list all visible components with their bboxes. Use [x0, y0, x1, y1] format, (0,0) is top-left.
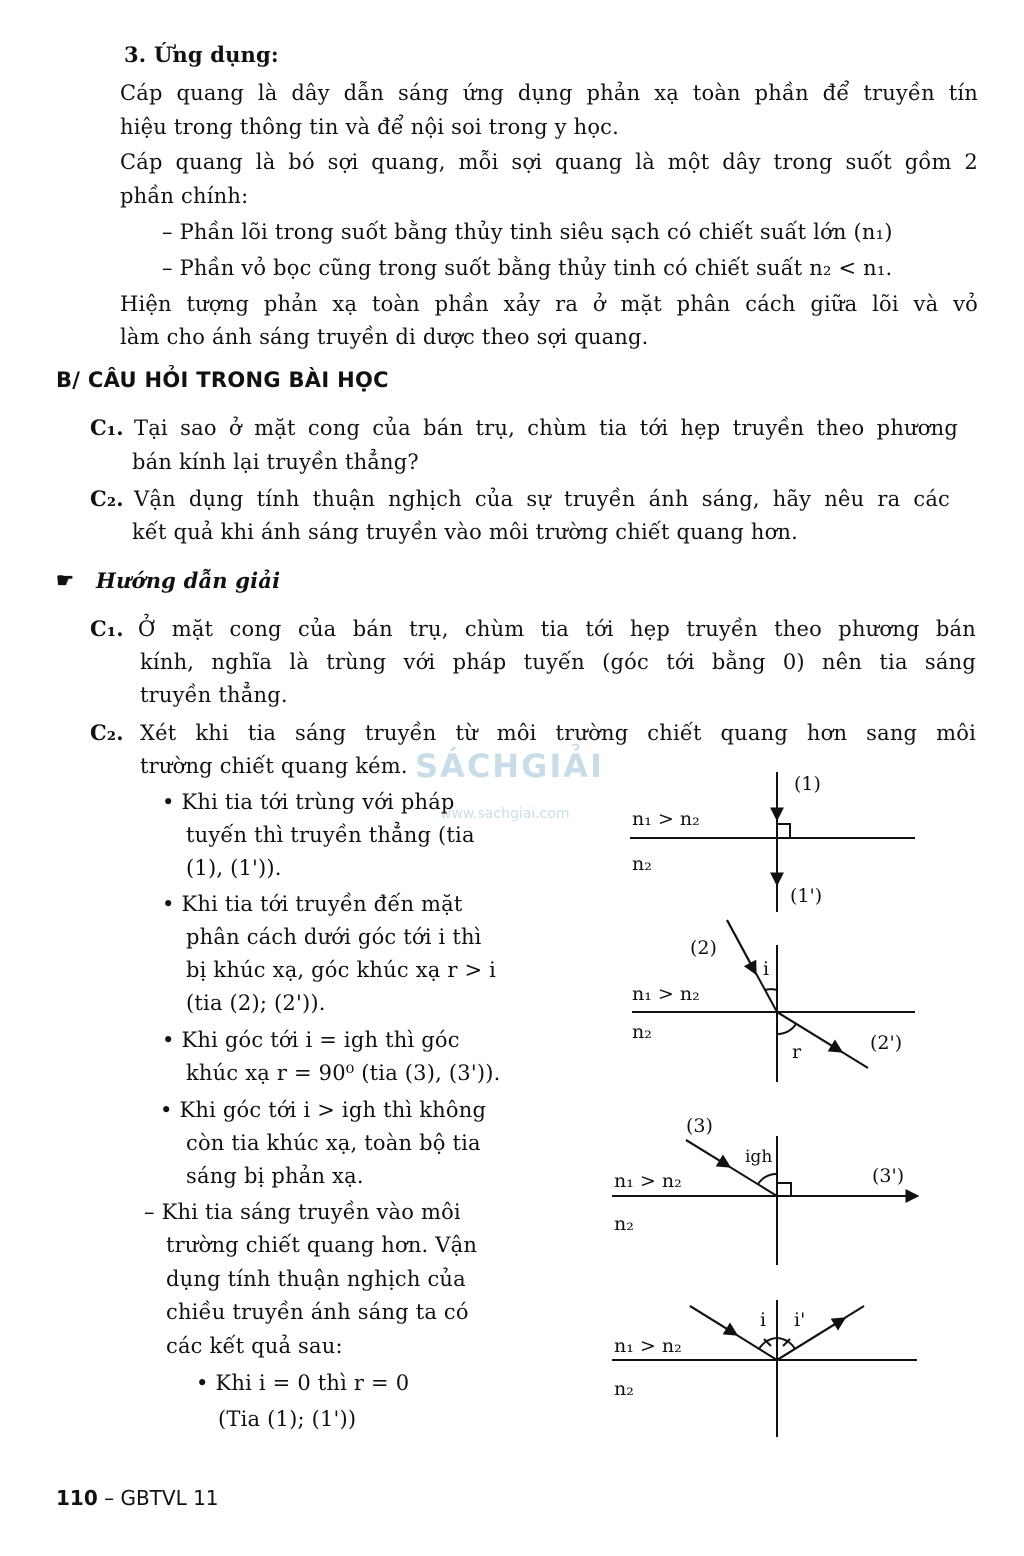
pointing-hand-icon: ☛	[56, 568, 75, 592]
ray-label: (3)	[686, 1115, 713, 1137]
medium-1-label: n₁ > n₂	[614, 1170, 682, 1192]
reflected-ray-arrow	[777, 1318, 845, 1360]
refraction-diagrams	[600, 760, 930, 1450]
ray-label: (2)	[690, 937, 717, 959]
watermark-url: www.sachgiai.com	[440, 806, 570, 822]
bullet-line: • Khi tia tới trùng với pháp	[162, 790, 455, 814]
medium-2-label: n₂	[632, 1021, 652, 1043]
page-footer	[56, 1486, 219, 1510]
bullet-line: khúc xạ r = 90⁰ (tia (3), (3')).	[186, 1061, 501, 1085]
ray-label: (1')	[790, 885, 823, 907]
angle-label: igh	[745, 1147, 773, 1167]
section-3-line: Cáp quang là bó sợi quang, mỗi sợi quang là một dây trong suốt gồm 2	[120, 150, 978, 174]
dash-line: các kết quả sau:	[166, 1334, 343, 1358]
answer-c2-line: trường chiết quang kém.	[140, 754, 408, 778]
last-bullet-line: • Khi i = 0 thì r = 0	[196, 1371, 410, 1395]
question-c1-line: Tại sao ở mặt cong của bán trụ, chùm tia tới hẹp truyền theo phương	[134, 416, 958, 440]
answer-c1-line: truyền thẳng.	[140, 683, 288, 707]
page-number: 110	[56, 1486, 98, 1510]
dash-line: trường chiết quang hơn. Vận	[166, 1233, 478, 1257]
section-3-line: làm cho ánh sáng truyền di dược theo sợi quang.	[120, 325, 649, 349]
section-3-line: – Phần lõi trong suốt bằng thủy tinh siêu sạch có chiết suất lớn (n₁)	[162, 220, 893, 244]
bullet-line: (tia (2); (2')).	[186, 991, 326, 1015]
ray-2-arrow	[727, 920, 756, 974]
question-c2-line: Vận dụng tính thuận nghịch của sự truyền ánh sáng, hãy nêu ra các	[134, 487, 950, 511]
answer-c1-line: kính, nghĩa là trùng với pháp tuyến (góc tới bằng 0) nên tia sáng	[140, 650, 976, 674]
section-3-line: – Phần vỏ bọc cũng trong suốt bằng thủy tinh có chiết suất n₂ < n₁.	[162, 256, 893, 280]
ray-label: (2')	[870, 1032, 903, 1054]
watermark-logo: SÁCHGIẢI	[415, 747, 604, 785]
section-3-line: Hiện tượng phản xạ toàn phần xảy ra ở mặt phân cách giữa lõi và vỏ	[120, 292, 978, 316]
last-bullet-line: (Tia (1); (1'))	[218, 1407, 357, 1431]
angle-arc	[765, 989, 777, 990]
incident-ray-arrow	[690, 1306, 737, 1335]
section-b-heading: B/ CÂU HỎI TRONG BÀI HỌC	[56, 368, 389, 392]
bullet-line: sáng bị phản xạ.	[186, 1164, 364, 1188]
right-angle-mark	[777, 1183, 791, 1196]
bullet-line: bị khúc xạ, góc khúc xạ r > i	[186, 958, 497, 982]
dash-line: chiều truyền ánh sáng ta có	[166, 1300, 469, 1324]
ray-3-arrow	[686, 1140, 730, 1167]
answer-c2-label: C₂.	[90, 720, 124, 745]
angle-arc	[777, 1024, 796, 1034]
bullet-line: • Khi tia tới truyền đến mặt	[162, 892, 463, 916]
bullet-line: • Khi góc tới i > igh thì không	[160, 1098, 487, 1122]
question-c1-label: C₁.	[90, 415, 124, 440]
angle-arc	[758, 1174, 777, 1184]
question-c1-line: bán kính lại truyền thẳng?	[132, 450, 419, 474]
angle-label: r	[792, 1041, 802, 1063]
angle-label: i	[763, 958, 770, 980]
angle-label: i'	[794, 1309, 806, 1331]
medium-2-label: n₂	[632, 853, 652, 875]
answer-c1-line: Ở mặt cong của bán trụ, chùm tia tới hẹp truyền theo phương bán	[138, 617, 976, 641]
answer-c2-line: Xét khi tia sáng truyền từ môi trường chiết quang hơn sang môi	[140, 721, 976, 745]
bullet-line: phân cách dưới góc tới i thì	[186, 925, 482, 949]
bullet-line: còn tia khúc xạ, toàn bộ tia	[186, 1131, 481, 1155]
medium-1-label: n₁ > n₂	[632, 983, 700, 1005]
bullet-line: • Khi góc tới i = igh thì góc	[162, 1028, 460, 1052]
section-3-line: Cáp quang là dây dẫn sáng ứng dụng phản xạ toàn phần để truyền tín	[120, 81, 978, 105]
medium-2-label: n₂	[614, 1213, 634, 1235]
right-angle-mark	[777, 824, 790, 838]
medium-2-label: n₂	[614, 1378, 634, 1400]
dash-line: dụng tính thuận nghịch của	[166, 1267, 466, 1291]
bullet-line: tuyến thì truyền thẳng (tia	[186, 823, 475, 847]
dash-line: – Khi tia sáng truyền vào môi	[144, 1200, 461, 1224]
section-3-title: 3. Ứng dụng:	[124, 42, 279, 67]
medium-1-label: n₁ > n₂	[614, 1335, 682, 1357]
book-code: – GBTVL 11	[97, 1486, 219, 1510]
section-3-line: hiệu trong thông tin và để nội soi trong y học.	[120, 115, 620, 139]
answer-c1-label: C₁.	[90, 616, 124, 641]
guide-heading: Hướng dẫn giải	[96, 568, 281, 593]
diagram-1	[630, 772, 915, 912]
section-3-line: phần chính:	[120, 184, 249, 208]
question-c2-line: kết quả khi ánh sáng truyền vào môi trường chiết quang hơn.	[132, 520, 799, 544]
medium-1-label: n₁ > n₂	[632, 808, 700, 830]
ray-label: (3')	[872, 1165, 905, 1187]
question-c2-label: C₂.	[90, 486, 124, 511]
ray-label: (1)	[794, 773, 821, 795]
angle-label: i	[760, 1309, 767, 1331]
bullet-line: (1), (1')).	[186, 856, 282, 880]
